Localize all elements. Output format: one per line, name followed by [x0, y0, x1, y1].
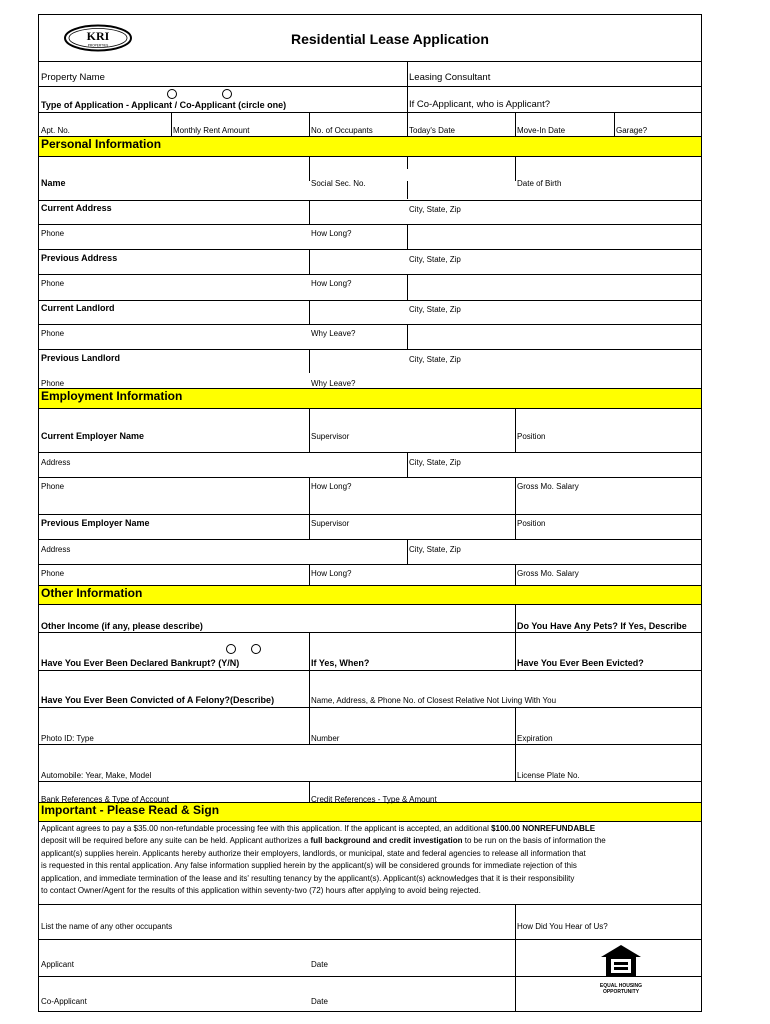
apt-no-label: Apt. No.: [41, 126, 70, 135]
employer-address-label: Address: [41, 458, 71, 467]
evicted-label: Have You Ever Been Evicted?: [517, 658, 644, 668]
if-co-applicant-label: If Co-Applicant, who is Applicant?: [409, 99, 550, 110]
other-occupants-label: List the name of any other occupants: [41, 922, 173, 931]
eho-line2: OPPORTUNITY: [602, 988, 640, 995]
prev-position-label: Position: [517, 519, 546, 528]
license-plate-label: License Plate No.: [517, 771, 580, 780]
current-city-label: City, State, Zip: [409, 205, 461, 214]
other-income-label: Other Income (if any, please describe): [41, 621, 203, 631]
bankrupt-label: Have You Ever Been Declared Bankrupt? (Y/N): [41, 658, 240, 668]
photo-number-label: Number: [311, 734, 340, 743]
todays-date-label: Today's Date: [409, 126, 455, 135]
previous-how-long-label: How Long?: [311, 279, 352, 288]
garage-label: Garage?: [616, 126, 648, 135]
prev-landlord-why-leave-label: Why Leave?: [311, 379, 356, 388]
dob-label: Date of Birth: [517, 179, 562, 188]
employer-city-label: City, State, Zip: [409, 458, 461, 467]
automobile-label: Automobile: Year, Make, Model: [41, 771, 152, 780]
prev-supervisor-label: Supervisor: [311, 519, 350, 528]
previous-phone-label: Phone: [41, 279, 65, 288]
landlord-phone-label: Phone: [41, 329, 65, 338]
lease-application-form: [38, 14, 702, 1012]
prev-employer-city-label: City, State, Zip: [409, 545, 461, 554]
credit-references-label: Credit References - Type & Amount: [311, 795, 437, 804]
logo-text: KRI: [86, 29, 110, 43]
photo-expiration-label: Expiration: [517, 734, 553, 743]
previous-city-label: City, State, Zip: [409, 255, 461, 264]
prev-landlord-phone-label: Phone: [41, 379, 65, 388]
prev-employer-phone-label: Phone: [41, 569, 65, 578]
type-of-application-label: Type of Application - Applicant / Co-Applicant (circle one): [41, 100, 287, 110]
closest-relative-label: Name, Address, & Phone No. of Closest Relative Not Living With You: [311, 696, 557, 705]
name-label: Name: [41, 178, 66, 188]
monthly-rent-label: Monthly Rent Amount: [173, 126, 250, 135]
terms-paragraph: Applicant agrees to pay a $35.00 non-refundable processing fee with this application. If the applicant is accepted, an additional $100.00 NONREFUNDABLE deposit will be required before any suite can be held. Applicant authorizes a full background and credit investigation to be run on the basis of information the applicant(s) supplies herein. Applicants hereby authorize their employers, landlords, or municipal, state and federal agencies to release all information that is requested in this rental application. Any false information supplied herein by the applicant(s) will be considered grounds for immediate rejection of this application, and immediate termination of the lease and its' resulting tenancy by the applicant(s). Applicant(s) acknowledges that it is their responsibility to contact Owner/Agent for the results of this application within seventy-two (72) hours after applying to avoid being rejected.: [41, 824, 606, 896]
property-name-label: Property Name: [41, 72, 105, 83]
previous-landlord-label: Previous Landlord: [41, 353, 121, 363]
section-employment: Employment Information: [39, 388, 701, 409]
applicant-label: Applicant: [41, 960, 74, 969]
current-landlord-label: Current Landlord: [41, 303, 115, 313]
current-phone-label: Phone: [41, 229, 65, 238]
landlord-why-leave-label: Why Leave?: [311, 329, 356, 338]
photo-id-label: Photo ID: Type: [41, 734, 94, 743]
section-personal: Personal Information: [39, 136, 701, 157]
ssn-label: Social Sec. No.: [311, 179, 366, 188]
house-icon: [598, 943, 644, 979]
current-supervisor-label: Supervisor: [311, 432, 350, 441]
equal-housing-logo: [595, 943, 647, 999]
employer-how-long-label: How Long?: [311, 482, 352, 491]
current-position-label: Position: [517, 432, 546, 441]
bank-references-label: Bank References & Type of Account: [41, 795, 169, 804]
applicant-radio[interactable]: [167, 89, 177, 99]
current-employer-label: Current Employer Name: [41, 431, 145, 441]
landlord-city-label: City, State, Zip: [409, 305, 461, 314]
prev-employer-address-label: Address: [41, 545, 71, 554]
kri-logo: [63, 24, 133, 52]
prev-landlord-city-label: City, State, Zip: [409, 355, 461, 364]
felony-label: Have You Ever Been Convicted of A Felony?(Describe): [41, 695, 275, 705]
co-applicant-radio[interactable]: [222, 89, 232, 99]
how-hear-label: How Did You Hear of Us?: [517, 922, 608, 931]
co-applicant-date-label: Date: [311, 997, 328, 1006]
previous-address-label: Previous Address: [41, 253, 118, 263]
applicant-date-label: Date: [311, 960, 328, 969]
current-address-label: Current Address: [41, 203, 112, 213]
bankrupt-yes-radio[interactable]: [226, 644, 236, 654]
pets-label: Do You Have Any Pets? If Yes, Describe: [517, 621, 687, 631]
section-other: Other Information: [39, 585, 701, 605]
move-in-date-label: Move-In Date: [517, 126, 566, 135]
eho-line1: EQUAL HOUSING: [599, 983, 643, 989]
employer-phone-label: Phone: [41, 482, 65, 491]
prev-employer-salary-label: Gross Mo. Salary: [517, 569, 579, 578]
prev-employer-how-long-label: How Long?: [311, 569, 352, 578]
bankrupt-no-radio[interactable]: [251, 644, 261, 654]
no-occupants-label: No. of Occupants: [311, 126, 373, 135]
section-important: Important - Please Read & Sign: [39, 802, 701, 822]
leasing-consultant-label: Leasing Consultant: [409, 72, 491, 83]
current-how-long-label: How Long?: [311, 229, 352, 238]
page-title: Residential Lease Application: [291, 31, 489, 47]
if-yes-when-label: If Yes, When?: [311, 658, 370, 668]
employer-salary-label: Gross Mo. Salary: [517, 482, 579, 491]
logo-subtext: PROPERTIES: [87, 43, 109, 48]
previous-employer-label: Previous Employer Name: [41, 518, 150, 528]
co-applicant-label: Co-Applicant: [41, 997, 87, 1006]
